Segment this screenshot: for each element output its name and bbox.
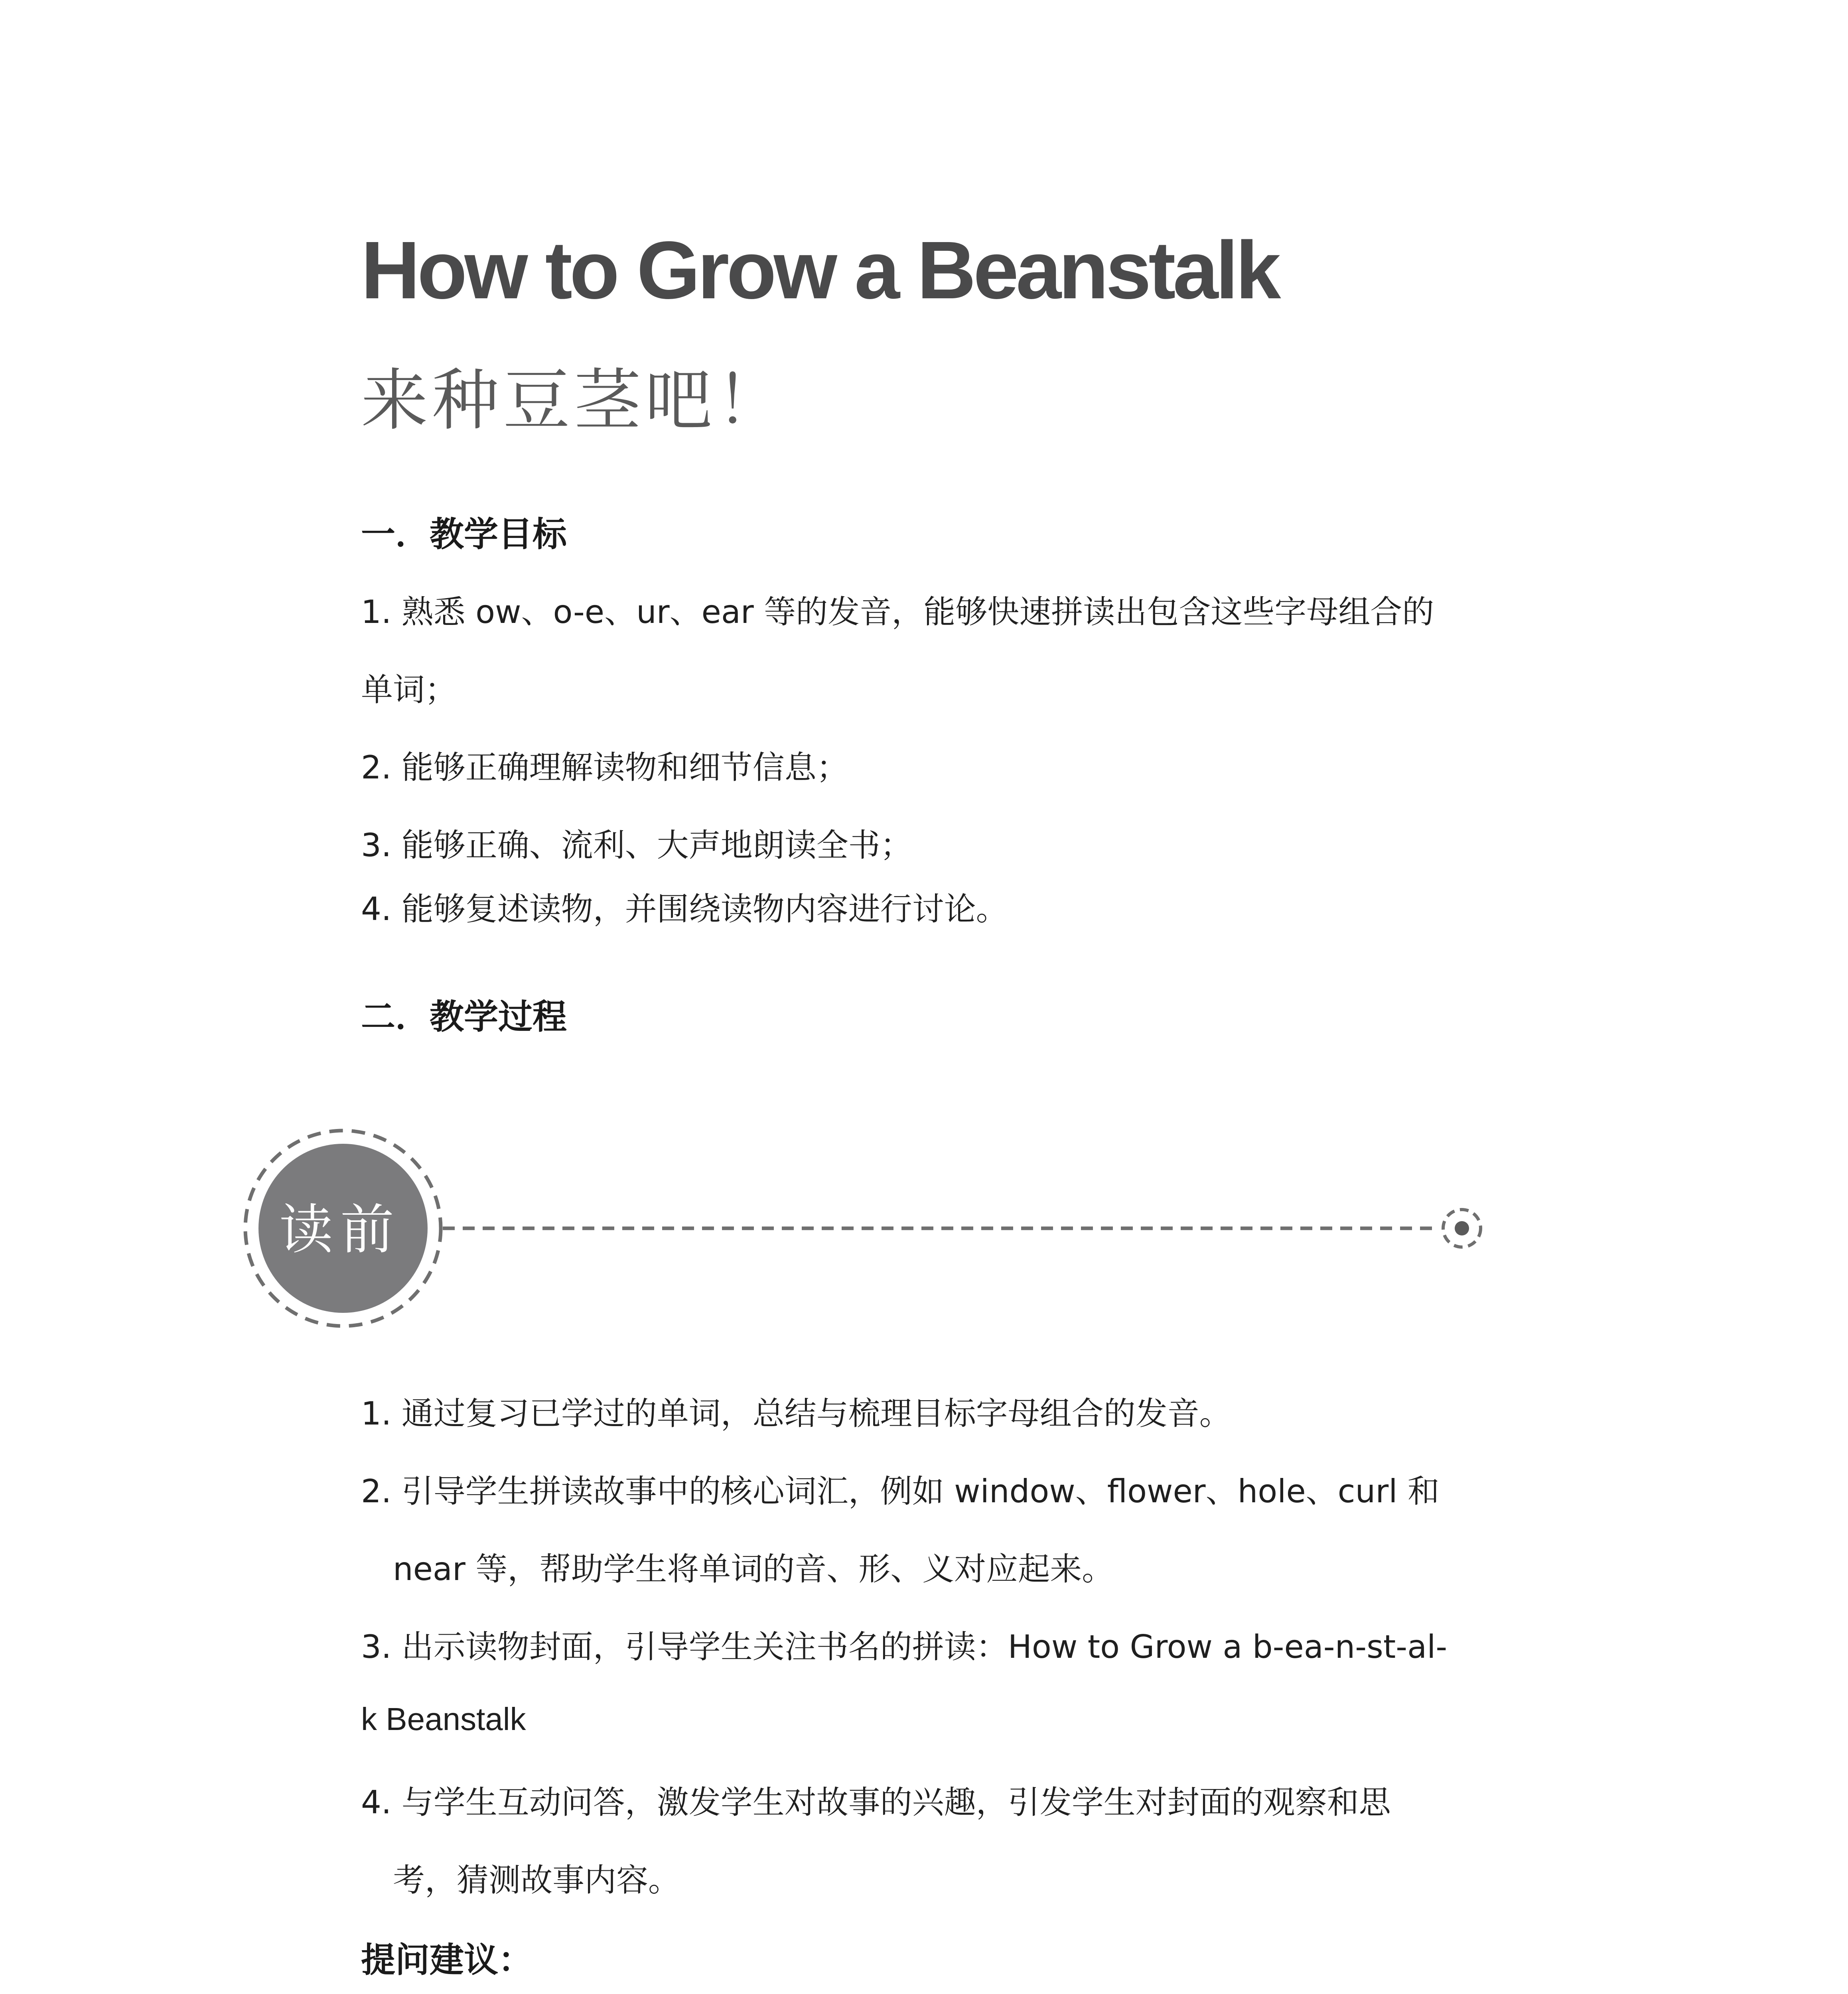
stage-banner (235, 1121, 1504, 1336)
prereading-item: 2. 引导学生拼读故事中的核心词汇，例如 window、flower、hole、curl 和 (361, 1473, 1440, 1510)
objective-item: 4. 能够复述读物，并围绕读物内容进行讨论。 (361, 891, 1008, 928)
page-subtitle: 来种豆茎吧！ (361, 361, 787, 439)
section-heading-objectives: 一．教学目标 (361, 514, 567, 554)
objective-item: 2. 能够正确理解读物和细节信息； (361, 749, 848, 786)
prereading-item: 3. 出示读物封面，引导学生关注书名的拼读：How to Grow a b-ea-n-st-al- (361, 1628, 1448, 1665)
section-heading-process: 二．教学过程 (361, 997, 567, 1037)
objective-item-continued: 单词； (361, 671, 457, 708)
objective-item: 3. 能够正确、流利、大声地朗读全书； (361, 827, 912, 864)
prereading-item-continued: k Beanstalk (361, 1701, 526, 1737)
prereading-item-continued: 考，猜测故事内容。 (393, 1862, 680, 1899)
page-title: How to Grow a Beanstalk (361, 225, 1278, 316)
target-dot-icon (1443, 1210, 1481, 1247)
stage-label: 读前 (279, 1198, 401, 1261)
prereading-item: 1. 通过复习已学过的单词，总结与梳理目标字母组合的发音。 (361, 1395, 1231, 1432)
question-heading: 提问建议： (361, 1940, 533, 1980)
prereading-item: 4. 与学生互动问答，激发学生对故事的兴趣，引发学生对封面的观察和思 (361, 1784, 1391, 1821)
objective-item: 1. 熟悉 ow、o-e、ur、ear 等的发音，能够快速拼读出包含这些字母组合的 (361, 593, 1434, 631)
prereading-item-continued: near 等，帮助学生将单词的音、形、义对应起来。 (393, 1551, 1114, 1588)
